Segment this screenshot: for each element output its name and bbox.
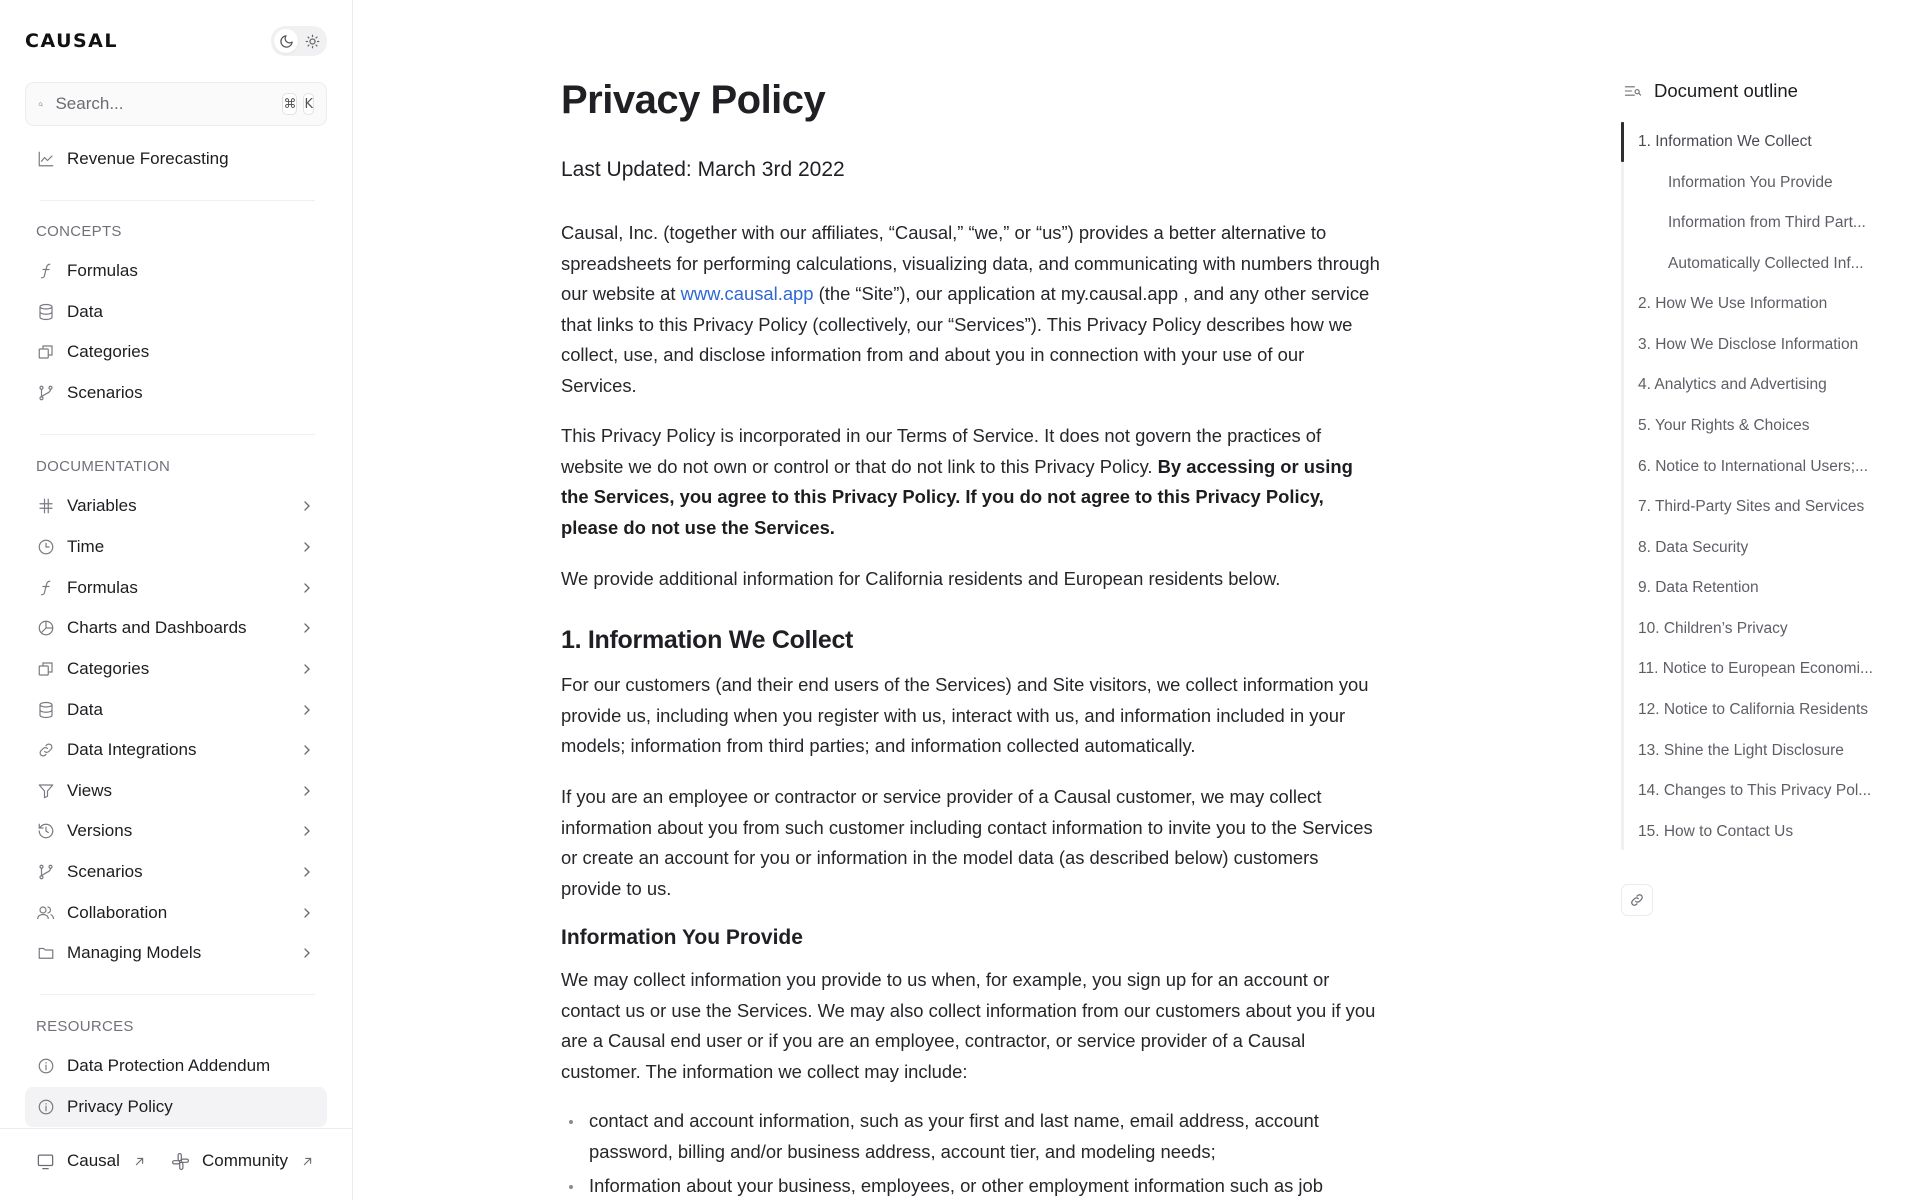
- outline-item-data-security[interactable]: 8. Data Security: [1638, 539, 1749, 556]
- chevron-right-icon: [299, 783, 315, 799]
- sidebar-item-label: Categories: [67, 342, 150, 361]
- sidebar-item-concepts-scenarios[interactable]: [25, 373, 327, 413]
- light-mode-button[interactable]: [300, 29, 324, 53]
- info-icon: [36, 1056, 56, 1076]
- sidebar-item-label: Data Protection Addendum: [67, 1056, 271, 1075]
- chevron-right-icon: [299, 539, 315, 555]
- additional-info-paragraph: We provide additional information for California residents and European residents below.: [561, 568, 1281, 589]
- sidebar-divider: [40, 200, 315, 201]
- dark-mode-button[interactable]: [274, 29, 298, 53]
- list-item: contact and account information, such as your first and last name, email address, account password, billing and/or business address, account tier, and modeling needs;: [561, 1106, 1381, 1167]
- chevron-right-icon: [299, 864, 315, 880]
- section-title-concepts: CONCEPTS: [36, 223, 122, 240]
- chevron-right-icon: [299, 823, 315, 839]
- sidebar-item-categories[interactable]: [25, 649, 327, 689]
- git-branch-icon: [36, 383, 56, 403]
- outline-item-third-party-sites[interactable]: 7. Third-Party Sites and Services: [1638, 498, 1865, 515]
- terms-paragraph: This Privacy Policy is incorporated in our Terms of Service. It does not govern the practices of website we do not own or control or that do not link to this Privacy Policy. By accessing or using the Services, you agree to this Privacy Policy. If you do not agree to this Privacy Policy, please do not use the Services.: [561, 425, 1353, 538]
- git-branch-icon: [36, 862, 56, 882]
- outline-title: Document outline: [1654, 80, 1798, 101]
- sun-icon: [305, 34, 320, 49]
- line-chart-icon: [36, 149, 56, 169]
- sidebar-item-label: Privacy Policy: [67, 1097, 173, 1116]
- outline-item-notice-to-california[interactable]: 12. Notice to California Residents: [1638, 701, 1869, 718]
- history-icon: [36, 821, 56, 841]
- footer-link-causal[interactable]: [36, 1151, 147, 1171]
- sidebar-item-label: Charts and Dashboards: [67, 618, 247, 637]
- sidebar-item-data-protection-addendum[interactable]: [25, 1046, 327, 1086]
- sidebar-item-concepts-categories[interactable]: [25, 332, 327, 372]
- causal-logo[interactable]: CAUSAL: [25, 30, 118, 52]
- sidebar-item-concepts-formulas[interactable]: [25, 251, 327, 291]
- section-title-resources: RESOURCES: [36, 1018, 134, 1035]
- sidebar-item-variables[interactable]: [25, 486, 327, 526]
- sidebar-item-charts-and-dashboards[interactable]: [25, 608, 327, 648]
- sidebar-item-time[interactable]: [25, 527, 327, 567]
- link-icon: [36, 740, 56, 760]
- sidebar-item-label: Formulas: [67, 578, 138, 597]
- sidebar-item-label: Scenarios: [67, 383, 143, 402]
- chevron-right-icon: [299, 945, 315, 961]
- sidebar-item-privacy-policy[interactable]: [25, 1087, 327, 1127]
- database-icon: [36, 302, 56, 322]
- pie-chart-icon: [36, 618, 56, 638]
- section1-paragraph-1: For our customers (and their end users of the Services) and Site visitors, we collect information you provide us, including when you register with us, interact with us, and information included in your models; information from third parties; and information collected automatically.: [561, 674, 1369, 757]
- shortcut-key-k: K: [303, 93, 314, 115]
- last-updated: Last Updated: March 3rd 2022: [561, 158, 845, 181]
- footer-link-community[interactable]: [171, 1151, 315, 1171]
- info-icon: [36, 1097, 56, 1117]
- outline-item-notice-to-eea[interactable]: 11. Notice to European Economi...: [1638, 660, 1873, 677]
- section1-paragraph-2: If you are an employee or contractor or service provider of a Causal customer, we may collect information about you from such customer including contact information to invite you to the Services or create an account for you or information in the model data (as described below) customers provide to us.: [561, 786, 1373, 899]
- function-icon: [36, 261, 56, 281]
- sidebar-item-label: Versions: [67, 821, 133, 840]
- stacked-squares-icon: [36, 342, 56, 362]
- chevron-right-icon: [299, 580, 315, 596]
- sidebar-item-label: Categories: [67, 659, 150, 678]
- monitor-icon: [36, 1152, 55, 1171]
- section-heading-1: 1. Information We Collect: [561, 626, 854, 654]
- outline-track: [1621, 122, 1624, 850]
- moon-icon: [279, 34, 294, 49]
- chevron-right-icon: [299, 702, 315, 718]
- sidebar-item-formulas[interactable]: [25, 568, 327, 608]
- shortcut-key-cmd: ⌘: [282, 93, 297, 115]
- users-icon: [36, 903, 56, 923]
- function-icon: [36, 578, 56, 598]
- sidebar-item-label: Views: [67, 781, 113, 800]
- sidebar-divider: [40, 994, 315, 995]
- external-link-icon: [132, 1154, 147, 1169]
- page-title: Privacy Policy: [561, 78, 826, 122]
- sidebar-item-label: Revenue Forecasting: [67, 149, 229, 168]
- section-title-documentation: DOCUMENTATION: [36, 458, 171, 475]
- chevron-right-icon: [299, 661, 315, 677]
- sidebar-item-data[interactable]: [25, 690, 327, 730]
- list-item: Information about your business, employees, or other employment information such as job: [561, 1171, 1381, 1200]
- outline-search-icon: [1624, 84, 1642, 98]
- hash-icon: [36, 496, 56, 516]
- folder-icon: [36, 943, 56, 963]
- outline-header: [1624, 80, 1798, 102]
- chevron-right-icon: [299, 742, 315, 758]
- sidebar-item-data-integrations[interactable]: [25, 730, 327, 770]
- outline-item-changes-to-policy[interactable]: 14. Changes to This Privacy Pol...: [1638, 782, 1872, 799]
- footer-link-label: Community: [202, 1151, 288, 1170]
- sidebar-item-label: Formulas: [67, 261, 138, 280]
- stacked-squares-icon: [36, 659, 56, 679]
- outline-item-shine-the-light[interactable]: 13. Shine the Light Disclosure: [1638, 742, 1844, 759]
- sidebar-item-concepts-data[interactable]: [25, 292, 327, 332]
- chevron-right-icon: [299, 620, 315, 636]
- sidebar-item-label: Data: [67, 700, 103, 719]
- sidebar-item-revenue-forecasting[interactable]: [25, 139, 327, 179]
- link-icon: [1629, 892, 1645, 908]
- outline-item-your-rights-and-choices[interactable]: 5. Your Rights & Choices: [1638, 417, 1810, 434]
- sidebar-item-label: Variables: [67, 496, 137, 515]
- sidebar-item-label: Scenarios: [67, 862, 143, 881]
- outline-item-analytics-and-advertising[interactable]: 4. Analytics and Advertising: [1638, 376, 1827, 393]
- section1-paragraph-3: We may collect information you provide to us when, for example, you sign up for an account or contact us or use the Services. We may also collect information from our customers about you if you are a Causal end user or if you are an employee, contractor, or service provider of a Causal customer. The information we collect may include:: [561, 969, 1376, 1082]
- outline-active-indicator: [1621, 122, 1624, 162]
- intro-paragraph: Causal, Inc. (together with our affiliates, “Causal,” “we,” or “us”) provides a better alternative to spreadsheets for performing calculations, visualizing data, and communicating with numbers through our website at www.causal.app (the “Site”), our application at my.causal.app , and any other service that links to this Privacy Policy (collectively, our “Services”). This Privacy Policy describes how we collect, use, and disclose information from and about you in connection with your use of our Services.: [561, 222, 1380, 396]
- outline-item-how-to-contact-us[interactable]: 15. How to Contact Us: [1638, 823, 1794, 840]
- filter-icon: [36, 781, 56, 801]
- sidebar-item-scenarios[interactable]: [25, 852, 327, 892]
- chevron-right-icon: [299, 905, 315, 921]
- external-link-icon: [300, 1154, 315, 1169]
- outline-item-information-from-third-parties[interactable]: Information from Third Part...: [1668, 214, 1866, 231]
- theme-toggle: [271, 26, 327, 56]
- database-icon: [36, 700, 56, 720]
- outline-item-automatically-collected-information[interactable]: Automatically Collected Inf...: [1668, 255, 1864, 272]
- sidebar-item-label: Data: [67, 302, 103, 321]
- sidebar-item-views[interactable]: [25, 771, 327, 811]
- outline-item-information-we-collect[interactable]: 1. Information We Collect: [1638, 133, 1812, 150]
- sidebar-divider: [40, 434, 315, 435]
- slack-icon: [171, 1152, 190, 1171]
- sidebar-item-label: Managing Models: [67, 943, 202, 962]
- sidebar-header: [25, 26, 327, 56]
- sidebar-item-managing-models[interactable]: [25, 933, 327, 973]
- site-link[interactable]: www.causal.app: [680, 283, 814, 305]
- footer-link-label: Causal: [67, 1151, 120, 1170]
- sidebar-item-label: Data Integrations: [67, 740, 197, 759]
- sidebar-item-collaboration[interactable]: [25, 893, 327, 933]
- copy-link-button[interactable]: [1621, 884, 1653, 916]
- sidebar-item-versions[interactable]: [25, 811, 327, 851]
- outline-item-how-we-disclose-information[interactable]: 3. How We Disclose Information: [1638, 336, 1859, 353]
- sidebar-item-label: Collaboration: [67, 903, 168, 922]
- outline-item-how-we-use-information[interactable]: 2. How We Use Information: [1638, 295, 1828, 312]
- sidebar: [0, 0, 353, 1200]
- outline-item-information-you-provide[interactable]: Information You Provide: [1668, 174, 1833, 191]
- subsection-heading-information-you-provide: Information You Provide: [561, 926, 803, 949]
- clock-icon: [36, 537, 56, 557]
- outline-item-childrens-privacy[interactable]: 10. Children’s Privacy: [1638, 620, 1788, 637]
- sidebar-footer: [0, 1128, 353, 1200]
- information-list: [561, 1106, 1381, 1200]
- outline-item-data-retention[interactable]: 9. Data Retention: [1638, 579, 1759, 596]
- outline-item-notice-to-international-users[interactable]: 6. Notice to International Users;...: [1638, 458, 1869, 475]
- search-input[interactable]: [55, 94, 276, 114]
- agreement-notice: By accessing or using the Services, you agree to this Privacy Policy. If you do not agree to this Privacy Policy, please do not use the Services.: [561, 455, 1353, 538]
- chevron-right-icon: [299, 498, 315, 514]
- search-icon: [38, 95, 43, 114]
- search-box[interactable]: [25, 82, 327, 126]
- sidebar-item-label: Time: [67, 537, 105, 556]
